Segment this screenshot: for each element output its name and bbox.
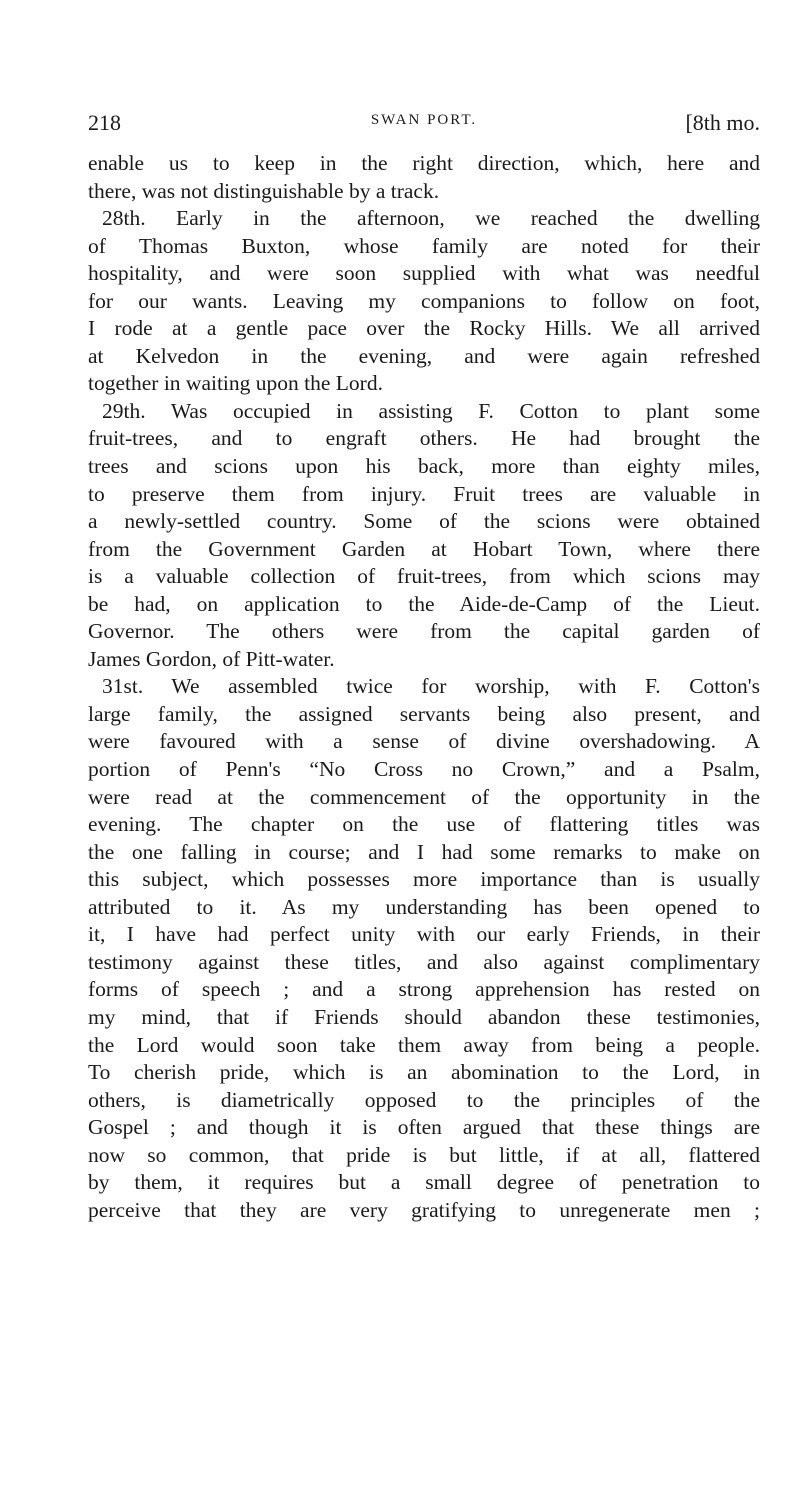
text-line: this subject, which possesses more importance than is usually [88,867,760,892]
text-line: the Lord would soon take them away from being a people. [88,1032,760,1057]
text-line: 28th. Early in the afternoon, we reached the dwelling [102,206,760,231]
text-line: evening. The chapter on the use of flattering titles was [88,812,760,837]
text-line: the one falling in course; and I had some remarks to make on [88,839,760,864]
body-text [88,150,760,1224]
running-title: SWAN PORT. [370,112,478,128]
text-line: perceive that they are very gratifying to unregenerate men ; [88,1197,760,1222]
text-line: at Kelvedon in the evening, and were again refreshed [88,343,760,368]
text-line: 31st. We assembled twice for worship, with F. Cotton's [102,674,760,699]
text-line: were favoured with a sense of divine overshadowing. A [88,729,760,754]
text-line: for our wants. Leaving my companions to follow on foot, [88,288,760,313]
text-line: is a valuable collection of fruit-trees, from which scions may [88,564,760,589]
text-line: James Gordon, of Pitt-water. [88,646,335,671]
text-line: trees and scions upon his back, more than eighty miles, [88,454,760,479]
text-line: To cherish pride, which is an abomination to the Lord, in [88,1060,760,1085]
text-line: Governor. The others were from the capital garden of [88,619,760,644]
page-number: 218 [88,110,121,135]
text-line: Gospel ; and though it is often argued that these things are [88,1115,760,1140]
text-line: there, was not distinguishable by a track. [88,178,440,203]
date-heading: [8th mo. [685,110,760,135]
text-line: others, is diametrically opposed to the principles of the [88,1087,760,1112]
text-line: together in waiting upon the Lord. [88,371,383,396]
text-line: hospitality, and were soon supplied with what was needful [88,261,760,286]
text-line: I rode at a gentle pace over the Rocky Hills. We all arrived [88,316,760,341]
page-header [88,110,760,140]
text-line: enable us to keep in the right direction, which, here and [88,151,760,175]
text-line: now so common, that pride is but little, if at all, flattered [88,1142,760,1167]
text-line: fruit-trees, and to engraft others. He had brought the [88,426,760,451]
text-line: a newly-settled country. Some of the scions were obtained [88,509,760,534]
text-line: portion of Penn's “No Cross no Crown,” and a Psalm, [88,757,760,782]
text-line: to preserve them from injury. Fruit trees are valuable in [88,481,760,506]
text-line: testimony against these titles, and also against complimentary [88,949,760,974]
text-line: by them, it requires but a small degree of penetration to [88,1170,760,1195]
text-line: forms of speech ; and a strong apprehension has rested on [88,977,760,1002]
text-line: it, I have had perfect unity with our early Friends, in their [88,922,760,947]
text-line: attributed to it. As my understanding has been opened to [88,894,760,919]
text-line: of Thomas Buxton, whose family are noted for their [88,233,760,258]
text-line: were read at the commencement of the opportunity in the [88,784,760,809]
text-line: my mind, that if Friends should abandon these testimonies, [88,1004,760,1029]
text-line: large family, the assigned servants being also present, and [88,701,760,726]
text-line: from the Government Garden at Hobart Town, where there [88,536,760,561]
text-line: 29th. Was occupied in assisting F. Cotton to plant some [102,398,760,423]
text-line: be had, on application to the Aide-de-Camp of the Lieut. [88,591,760,616]
